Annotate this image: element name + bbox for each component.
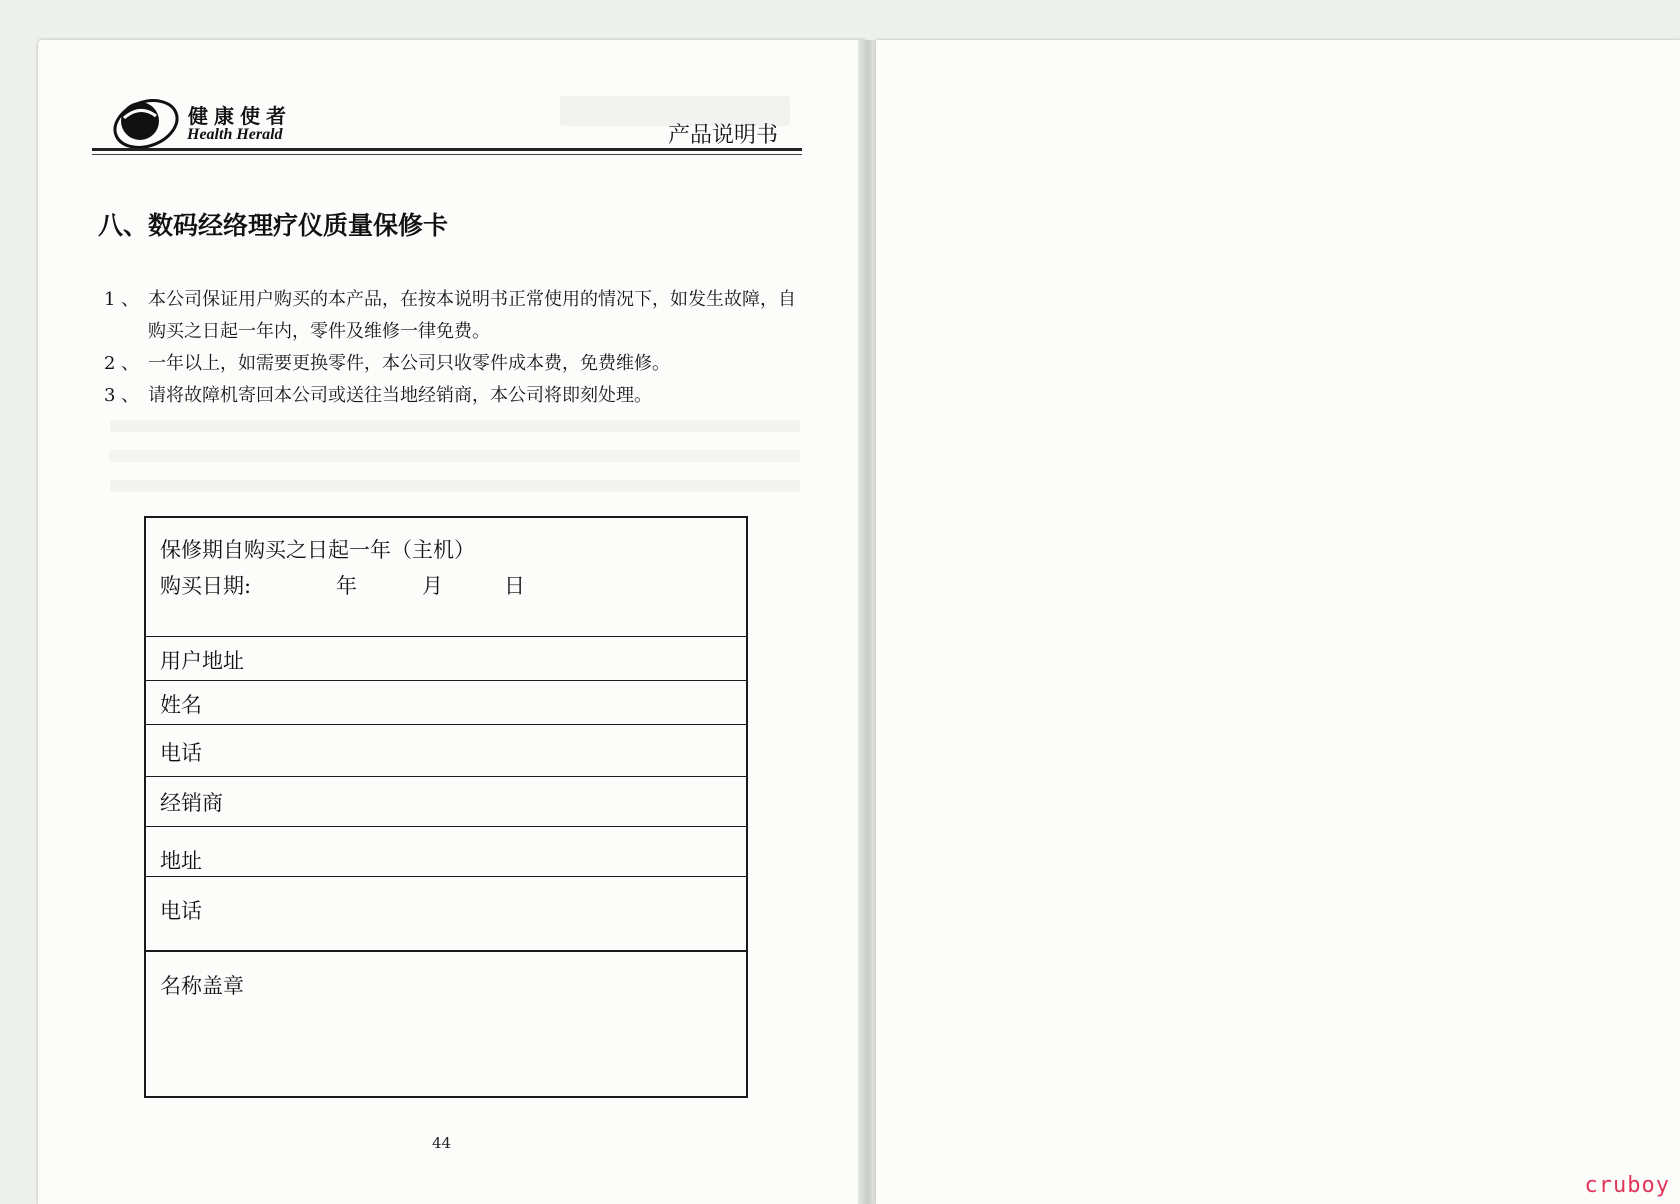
right-page-blank <box>876 40 1680 1204</box>
field-label: 地址 <box>160 849 202 873</box>
form-row-seal <box>146 950 746 1098</box>
form-row-name <box>146 680 746 724</box>
year-label: 年 <box>336 574 357 598</box>
form-row-dealer-address <box>146 826 746 876</box>
term-number: 2 、 <box>104 353 140 374</box>
term-text: 一年以上，如需要更换零件，本公司只收零件成本费，免费维修。 <box>148 353 670 374</box>
field-label: 电话 <box>160 899 202 923</box>
form-row-phone <box>146 724 746 776</box>
term-item <box>104 348 808 380</box>
field-label: 用户地址 <box>160 649 244 673</box>
watermark: cruboy <box>1584 1173 1670 1198</box>
form-row-user-address <box>146 636 746 680</box>
field-label: 名称盖章 <box>160 974 244 998</box>
warranty-card-form <box>144 516 748 1098</box>
term-number: 3 、 <box>104 385 140 406</box>
term-item <box>104 380 808 412</box>
term-number: 1 、 <box>104 289 140 310</box>
header-rule-thin <box>92 154 802 155</box>
header-rule-thick <box>92 148 802 151</box>
field-label: 电话 <box>160 741 202 765</box>
form-row-dealer-phone <box>146 876 746 950</box>
term-item <box>104 284 808 348</box>
term-text: 请将故障机寄回本公司或送往当地经销商，本公司将即刻处理。 <box>148 385 652 406</box>
term-text: 本公司保证用户购买的本产品，在按本说明书正常使用的情况下，如发生故障，自购买之日起一年内，零件及维修一律免费。 <box>148 289 796 342</box>
month-label: 月 <box>422 574 443 598</box>
day-label: 日 <box>504 574 525 598</box>
purchase-date-label: 购买日期: <box>160 574 252 598</box>
field-label: 经销商 <box>160 791 223 815</box>
warranty-card-header <box>146 518 746 636</box>
document-label: 产品说明书 <box>668 123 779 148</box>
page-number: 44 <box>432 1134 452 1152</box>
section-title: 八、数码经络理疗仪质量保修卡 <box>98 211 449 240</box>
field-label: 姓名 <box>160 693 202 717</box>
warranty-period-text: 保修期自购买之日起一年（主机） <box>160 538 475 562</box>
form-row-dealer <box>146 776 746 826</box>
show-through-lines <box>110 420 800 510</box>
brand-name-chinese: 健康使者 <box>188 104 292 128</box>
health-herald-logo <box>110 94 180 154</box>
warranty-terms-list <box>104 284 808 412</box>
brand-name-english: Health Herald <box>187 126 283 143</box>
